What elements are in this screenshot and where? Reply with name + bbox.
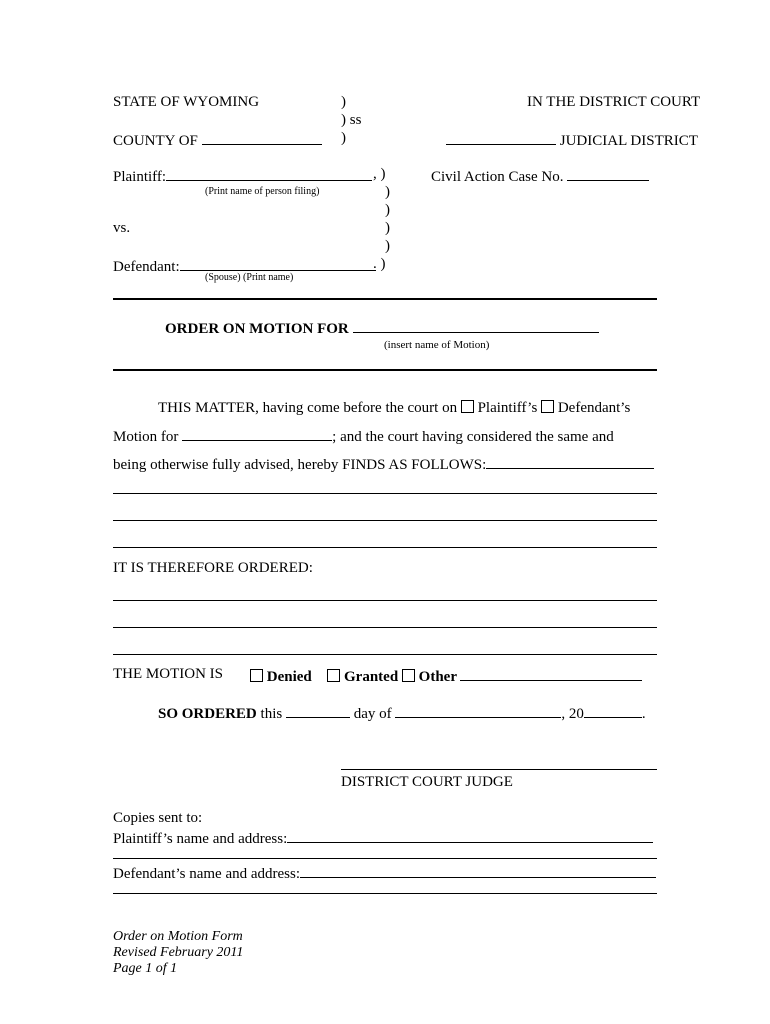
plaintiff-hint: (Print name of person filing) (205, 186, 320, 197)
footer-revised: Revised February 2011 (113, 945, 244, 960)
caption-paren: ) (385, 202, 390, 218)
caption-paren-period: . ) (373, 256, 386, 272)
state-label: STATE OF WYOMING (113, 94, 260, 110)
plaintiff-address-field[interactable] (287, 829, 653, 843)
plaintiffs-checkbox[interactable] (461, 400, 474, 413)
order-title-hint: (insert name of Motion) (384, 339, 490, 351)
motion-for-line: Motion for ; and the court having considered the same and (113, 429, 614, 445)
defendant-address-line[interactable] (113, 893, 657, 894)
court-label: IN THE DISTRICT COURT (527, 94, 701, 110)
divider (113, 298, 657, 300)
caption-paren: ) (385, 220, 390, 236)
findings-line[interactable] (113, 547, 657, 548)
order-title: ORDER ON MOTION FOR (165, 319, 599, 337)
defendants-checkbox[interactable] (541, 400, 554, 413)
judge-label: DISTRICT COURT JUDGE (341, 774, 513, 790)
motion-for-field[interactable] (182, 427, 332, 441)
plaintiff-row: Plaintiff: (113, 167, 372, 185)
findings-field[interactable] (486, 455, 654, 469)
vs-label: vs. (113, 220, 131, 236)
caption-paren: ) (385, 184, 390, 200)
findings-line[interactable] (113, 493, 657, 494)
denied-checkbox[interactable] (250, 669, 263, 682)
other-field[interactable] (460, 667, 642, 681)
month-field[interactable] (395, 704, 561, 718)
granted-checkbox[interactable] (327, 669, 340, 682)
so-ordered-line: SO ORDERED this day of , 20 . (158, 706, 646, 722)
district-number-field[interactable] (446, 131, 556, 145)
ordered-label: IT IS THEREFORE ORDERED: (113, 560, 313, 576)
county-field[interactable] (202, 131, 322, 145)
other-checkbox[interactable] (402, 669, 415, 682)
year-field[interactable] (584, 704, 642, 718)
defendant-hint: (Spouse) (Print name) (205, 272, 294, 283)
judicial-district: JUDICIAL DISTRICT (446, 131, 698, 149)
motion-options: Denied Granted Other (250, 667, 642, 685)
findings-line[interactable] (113, 520, 657, 521)
plaintiff-address-line[interactable] (113, 858, 657, 859)
plaintiff-address-row: Plaintiff’s name and address: (113, 829, 653, 847)
order-line[interactable] (113, 627, 657, 628)
matter-line: THIS MATTER, having come before the court on Plaintiff’s Defendant’s (158, 400, 631, 416)
footer-form-name: Order on Motion Form (113, 929, 243, 944)
caption-paren-comma: , ) (373, 166, 386, 182)
motion-label: THE MOTION IS (113, 666, 223, 682)
caption-paren: ) (341, 94, 346, 110)
order-line[interactable] (113, 654, 657, 655)
county-label: COUNTY OF (113, 131, 322, 149)
case-number-field[interactable] (567, 167, 649, 181)
plaintiff-name-field[interactable] (166, 167, 372, 181)
defendant-address-row: Defendant’s name and address: (113, 864, 656, 882)
defendant-row: Defendant: (113, 257, 376, 275)
divider (113, 369, 657, 371)
day-field[interactable] (286, 704, 350, 718)
caption-paren-ss: ) ss (341, 112, 362, 128)
finds-line: being otherwise fully advised, hereby FINDS AS FOLLOWS: (113, 455, 654, 473)
case-number: Civil Action Case No. (431, 167, 649, 185)
caption-paren: ) (341, 130, 346, 146)
defendant-address-field[interactable] (300, 864, 656, 878)
defendant-name-field[interactable] (180, 257, 376, 271)
footer-page: Page 1 of 1 (113, 961, 178, 976)
motion-name-field[interactable] (353, 319, 599, 333)
judge-signature-line[interactable] (341, 769, 657, 770)
order-line[interactable] (113, 600, 657, 601)
copies-heading: Copies sent to: (113, 810, 203, 826)
caption-paren: ) (385, 238, 390, 254)
